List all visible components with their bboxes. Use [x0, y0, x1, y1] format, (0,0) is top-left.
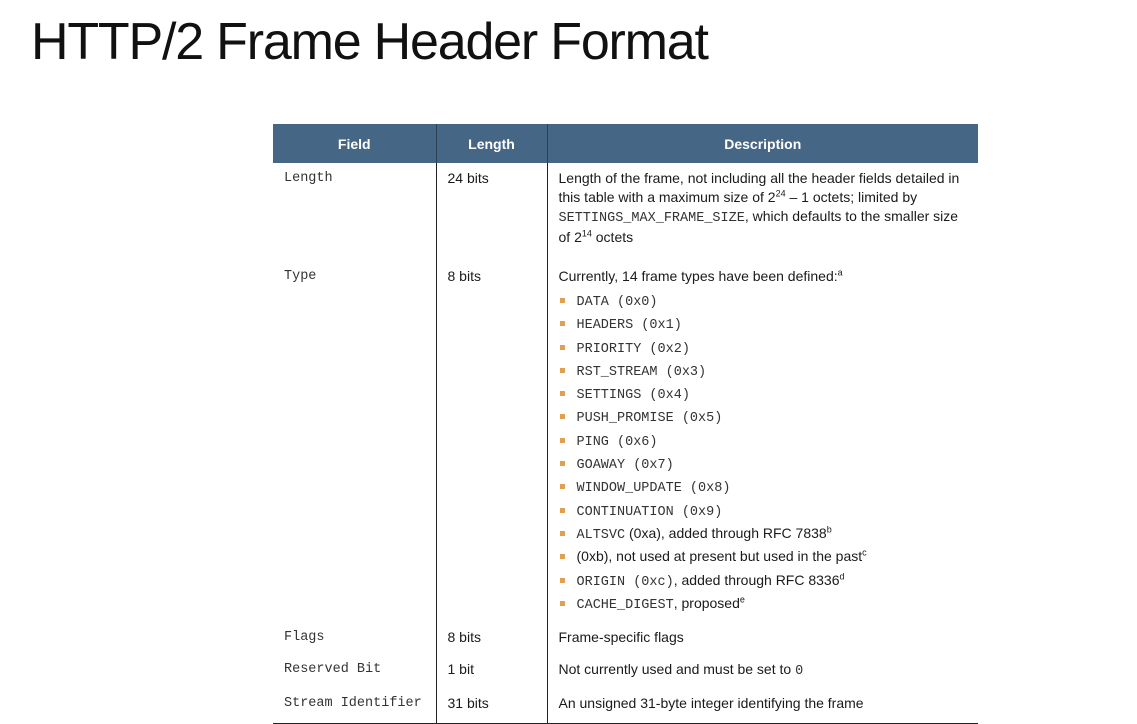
- square-bullet-icon: [560, 345, 565, 350]
- table-row-type: [273, 257, 978, 626]
- frame-type-item: HEADERS (0x1): [559, 313, 969, 336]
- length-cell: 24 bits: [436, 163, 547, 257]
- length-cell: 8 bits: [436, 626, 547, 657]
- description-cell: [547, 257, 978, 626]
- frame-type-item: WINDOW_UPDATE (0x8): [559, 476, 969, 499]
- field-cell: Length: [273, 163, 436, 257]
- frame-type-item: DATA (0x0): [559, 290, 969, 313]
- length-cell: 1 bit: [436, 657, 547, 691]
- frame-header-table: [273, 124, 978, 724]
- frame-type-item: GOAWAY (0x7): [559, 453, 969, 476]
- square-bullet-icon: [560, 601, 565, 606]
- table-row-stream-identifier: [273, 691, 978, 724]
- square-bullet-icon: [560, 438, 565, 443]
- square-bullet-icon: [560, 368, 565, 373]
- frame-type-item: RST_STREAM (0x3): [559, 360, 969, 383]
- frame-type-list: [559, 290, 969, 616]
- square-bullet-icon: [560, 391, 565, 396]
- description-cell: An unsigned 31-byte integer identifying the frame: [547, 691, 978, 724]
- length-cell: 31 bits: [436, 691, 547, 724]
- type-intro: Currently, 14 frame types have been defined:$^a$: [558, 267, 843, 284]
- table-row-flags: [273, 626, 978, 657]
- description-cell: Not currently used and must be set to 0: [558, 661, 804, 680]
- field-cell: Flags: [273, 626, 436, 657]
- frame-type-item: PING (0x6): [559, 430, 969, 453]
- square-bullet-icon: [560, 298, 565, 303]
- table-row-length: [273, 163, 978, 257]
- square-bullet-icon: [560, 484, 565, 489]
- slide-title: HTTP/2 Frame Header Format: [31, 13, 708, 71]
- table-header-row: [273, 124, 978, 163]
- frame-type-item: SETTINGS (0x4): [559, 383, 969, 406]
- field-cell: Reserved Bit: [273, 657, 436, 691]
- table-row-reserved-bit: [273, 657, 978, 691]
- frame-type-item: CACHE_DIGEST, proposed$^e$: [559, 593, 969, 616]
- square-bullet-icon: [560, 554, 565, 559]
- header-description: Description: [547, 124, 978, 163]
- length-cell: 8 bits: [436, 257, 547, 626]
- square-bullet-icon: [560, 414, 565, 419]
- header-field: Field: [273, 124, 436, 163]
- square-bullet-icon: [560, 461, 565, 466]
- square-bullet-icon: [560, 578, 565, 583]
- field-cell: Type: [273, 257, 436, 626]
- frame-type-item: ORIGIN (0xc), added through RFC 8336$^d$: [559, 570, 969, 593]
- square-bullet-icon: [560, 531, 565, 536]
- description-cell: Length of the frame, not including all the header fields detailed in this table with a maximum size of $2^{24} - 1$ octets; limited by SETTINGS_MAX_FRAME_SIZE, which defaults to the smaller size of $2^{14}$ octets: [558, 170, 960, 245]
- frame-type-item: (0xb), not used at present but used in the past$^c$: [559, 546, 969, 569]
- square-bullet-icon: [560, 321, 565, 326]
- frame-type-item: ALTSVC (0xa), added through RFC 7838$^b$: [559, 523, 969, 546]
- field-cell: Stream Identifier: [273, 691, 436, 724]
- square-bullet-icon: [560, 508, 565, 513]
- frame-type-item: PUSH_PROMISE (0x5): [559, 406, 969, 429]
- frame-type-item: PRIORITY (0x2): [559, 337, 969, 360]
- header-length: Length: [436, 124, 547, 163]
- description-cell: Frame-specific flags: [558, 629, 684, 646]
- frame-type-item: CONTINUATION (0x9): [559, 500, 969, 523]
